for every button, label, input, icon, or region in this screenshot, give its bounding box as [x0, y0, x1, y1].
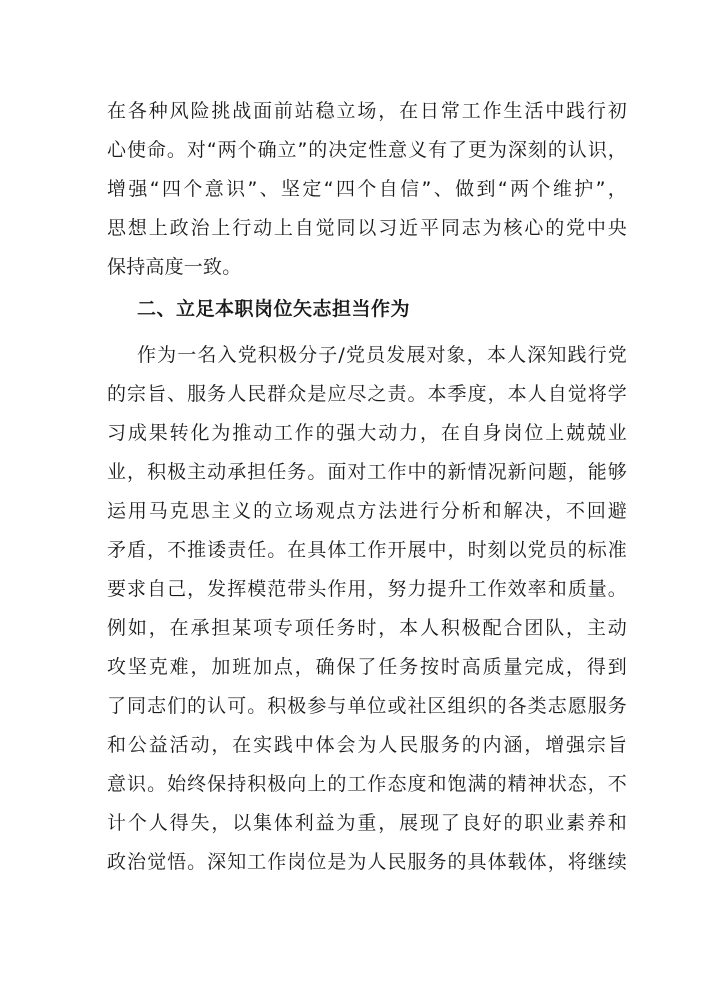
paragraph-2-line-3: 习成果转化为推动工作的强大动力，在自身岗位上兢兢业	[107, 422, 627, 444]
section-heading: 二、立足本职岗位矢志担当作为	[137, 298, 411, 320]
paragraph-2-line-2: 的宗旨、服务人民群众是应尽之责。本季度，本人自觉将学	[107, 383, 627, 405]
paragraph-2-line-10: 了同志们的认可。积极参与单位或社区组织的各类志愿服务	[107, 695, 627, 717]
paragraph-2-line-14: 政治觉悟。深知工作岗位是为人民服务的具体载体，将继续	[107, 851, 627, 873]
paragraph-1-line-5: 保持高度一致。	[107, 256, 242, 278]
paragraph-1-line-1: 在各种风险挑战面前站稳立场，在日常工作生活中践行初	[107, 100, 627, 122]
paragraph-1-line-3: 增强“四个意识”、坚定“四个自信”、做到“两个维护”，	[107, 178, 627, 200]
paragraph-2-line-9: 攻坚克难，加班加点，确保了任务按时高质量完成，得到	[107, 656, 627, 678]
paragraph-1-line-4: 思想上政治上行动上自觉同以习近平同志为核心的党中央	[107, 217, 627, 239]
paragraph-1-line-2: 心使命。对“两个确立”的决定性意义有了更为深刻的认识，	[107, 139, 627, 161]
paragraph-2-line-11: 和公益活动，在实践中体会为人民服务的内涵，增强宗旨	[107, 734, 627, 756]
paragraph-2-line-8: 例如，在承担某项专项任务时，本人积极配合团队，主动	[107, 617, 627, 639]
paragraph-2-line-1: 作为一名入党积极分子/党员发展对象，本人深知践行党	[137, 344, 627, 366]
paragraph-2-line-5: 运用马克思主义的立场观点方法进行分析和解决，不回避	[107, 500, 627, 522]
paragraph-2-line-6: 矛盾，不推诿责任。在具体工作开展中，时刻以党员的标准	[107, 539, 627, 561]
paragraph-2-line-4: 业，积极主动承担任务。面对工作中的新情况新问题，能够	[107, 461, 627, 483]
paragraph-2-line-7: 要求自己，发挥模范带头作用，努力提升工作效率和质量。	[107, 578, 627, 600]
paragraph-2-line-12: 意识。始终保持积极向上的工作态度和饱满的精神状态，不	[107, 773, 627, 795]
paragraph-2-line-13: 计个人得失，以集体利益为重，展现了良好的职业素养和	[107, 812, 627, 834]
